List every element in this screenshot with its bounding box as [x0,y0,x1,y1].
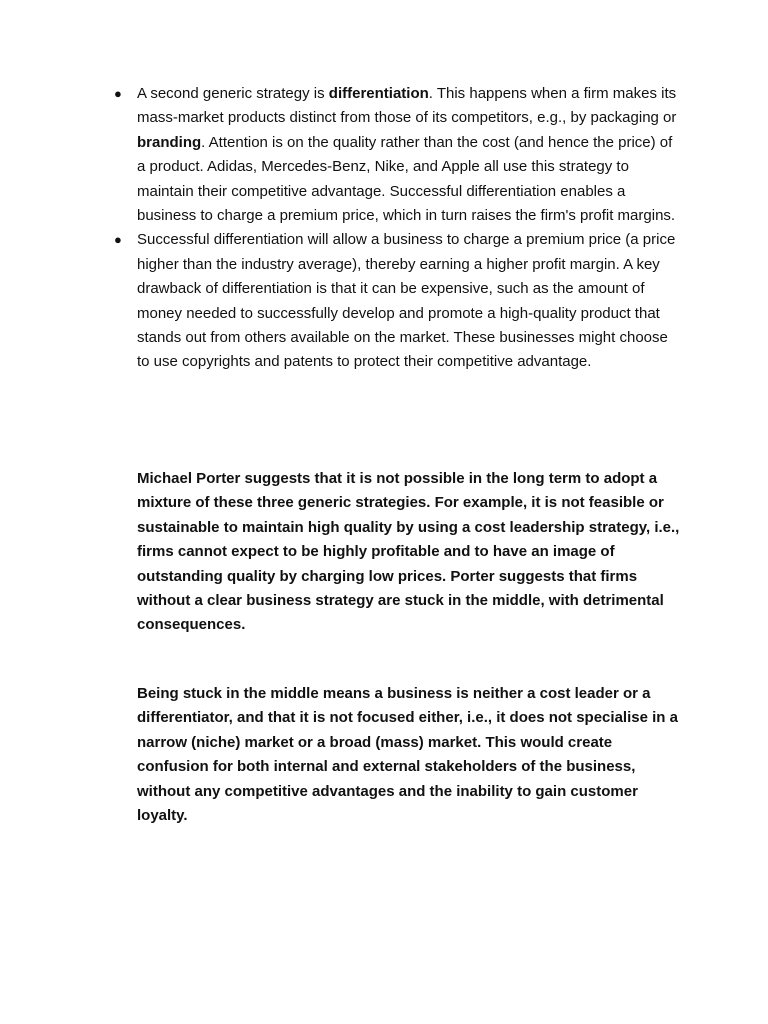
bullet-list [113,82,683,375]
bullet-text [137,85,676,224]
bullet-text-segment: A second generic strategy is [137,85,329,102]
paragraph-porter: Michael Porter suggests that it is not possible in the long term to adopt a mixture of these three generic strategies. For example, it is not feasible or sustainable to maintain high quality by using a cost leadership strategy, i.e., firms cannot expect to be highly profitable and to have an image of outstanding quality by charging low prices. Porter suggests that firms without a clear business strategy are stuck in the middle, with detrimental consequences. [137,470,680,634]
bullet-text-segment: . This happens when a firm makes its mass-market products distinct from those of its competitors, e.g., by packaging or [137,85,677,127]
bullet-icon: ● [114,232,122,248]
bullet-text-segment: . Attention is on the quality rather than the cost (and hence the price) of a product. Adidas, Mercedes-Benz, Nike, and Apple all use this strategy to maintain their competitive advantage. Successful differentiation enables a business to charge a premium price, which in turn raises the firm's profit margins. [137,133,676,225]
bold-term-branding: branding [137,133,202,151]
bullet-text [137,231,675,370]
bullet-text-segment: Successful differentiation will allow a business to charge a premium price (a price higher than the industry average), thereby earning a higher profit margin. A key drawback of differentiation is that it can be expensive, such as the amount of money needed to successfully develop and promote a high-quality product that stands out from others available on the market. These businesses might choose to use copyrights and patents to protect their competitive advantage. [137,231,676,371]
bold-term-differentiation: differentiation [328,85,429,102]
bullet-item-differentiation [113,82,683,228]
bullet-icon: ● [114,86,122,101]
bullet-item-premium-price [113,228,683,374]
paragraph-stuck-in-middle: Being stuck in the middle means a business is neither a cost leader or a differentiator, and that it is not focused either, i.e., it does not specialise in a narrow (niche) market or a broad (mass) market. This would create confusion for both internal and external stakeholders of the business, without any competitive advantages and the inability to gain customer loyalty. [137,685,678,825]
